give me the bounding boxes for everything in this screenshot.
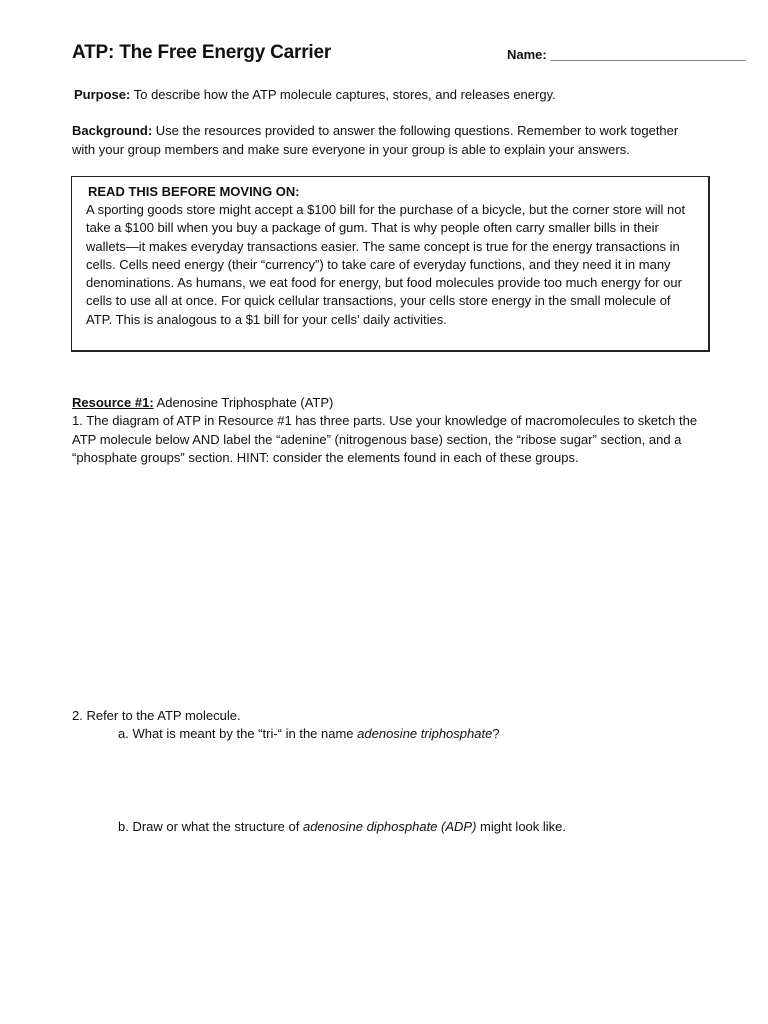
question-2b-term: adenosine diphosphate (ADP) bbox=[302, 819, 477, 834]
resource-1-heading bbox=[72, 394, 698, 413]
question-2a bbox=[118, 725, 500, 744]
sketch-area-adp[interactable] bbox=[72, 842, 692, 1012]
read-before-box bbox=[71, 176, 710, 352]
question-2a-text: a. What is meant by the “tri-“ in the name bbox=[118, 726, 358, 741]
question-2b-text: b. Draw or what the structure of bbox=[118, 819, 303, 834]
notice-heading: READ THIS BEFORE MOVING ON: bbox=[88, 184, 300, 199]
question-1: 1. The diagram of ATP in Resource #1 has three parts. Use your knowledge of macromolecules to sketch the ATP molecule below AND label the “adenine” (nitrogenous base) section, the “ribose sugar” section, and a “phosphate groups” section. HINT: consider the elements found in each of these groups. bbox=[72, 413, 698, 465]
background-paragraph bbox=[72, 122, 698, 159]
question-2b-end: might look like. bbox=[476, 819, 567, 834]
question-2: 2. Refer to the ATP molecule. bbox=[72, 708, 241, 723]
purpose-label: Purpose: bbox=[74, 87, 131, 102]
answer-area-2a[interactable] bbox=[72, 750, 692, 810]
sketch-area-atp[interactable] bbox=[72, 490, 692, 700]
background-label: Background: bbox=[72, 123, 153, 138]
page-title: ATP: The Free Energy Carrier bbox=[72, 42, 332, 63]
name-blank: ___________________________ bbox=[550, 47, 746, 62]
name-field bbox=[507, 47, 746, 62]
question-2a-end: ? bbox=[492, 726, 500, 741]
purpose-text: To describe how the ATP molecule captures, stores, and releases energy. bbox=[130, 87, 556, 102]
background-text: Use the resources provided to answer the following questions. Remember to work together with your group members and make sure everyone in your group is able to explain your answers. bbox=[72, 123, 679, 157]
question-2a-term: adenosine triphosphate bbox=[357, 726, 493, 741]
name-label: Name: bbox=[507, 47, 547, 62]
notice-body: A sporting goods store might accept a $100 bill for the purchase of a bicycle, but the corner store will not take a $100 bill when you buy a package of gum. That is why people often carry smaller bills in their wallets—it makes everyday transactions easier. The same concept is true for the energy transactions in cells. Cells need energy (their “currency”) to take care of everyday functions, and they need it in many denominations. As humans, we eat food for energy, but food molecules provide too much energy for our cells to use all at once. For quick cellular transactions, your cells store energy in the small molecule of ATP. This is analogous to a $1 bill for your cells’ daily activities. bbox=[86, 202, 686, 327]
resource-1-title: Adenosine Triphosphate (ATP) bbox=[153, 395, 334, 410]
purpose-paragraph bbox=[74, 86, 700, 105]
question-2b bbox=[118, 818, 566, 837]
resource-1-label: Resource #1: bbox=[72, 395, 154, 410]
